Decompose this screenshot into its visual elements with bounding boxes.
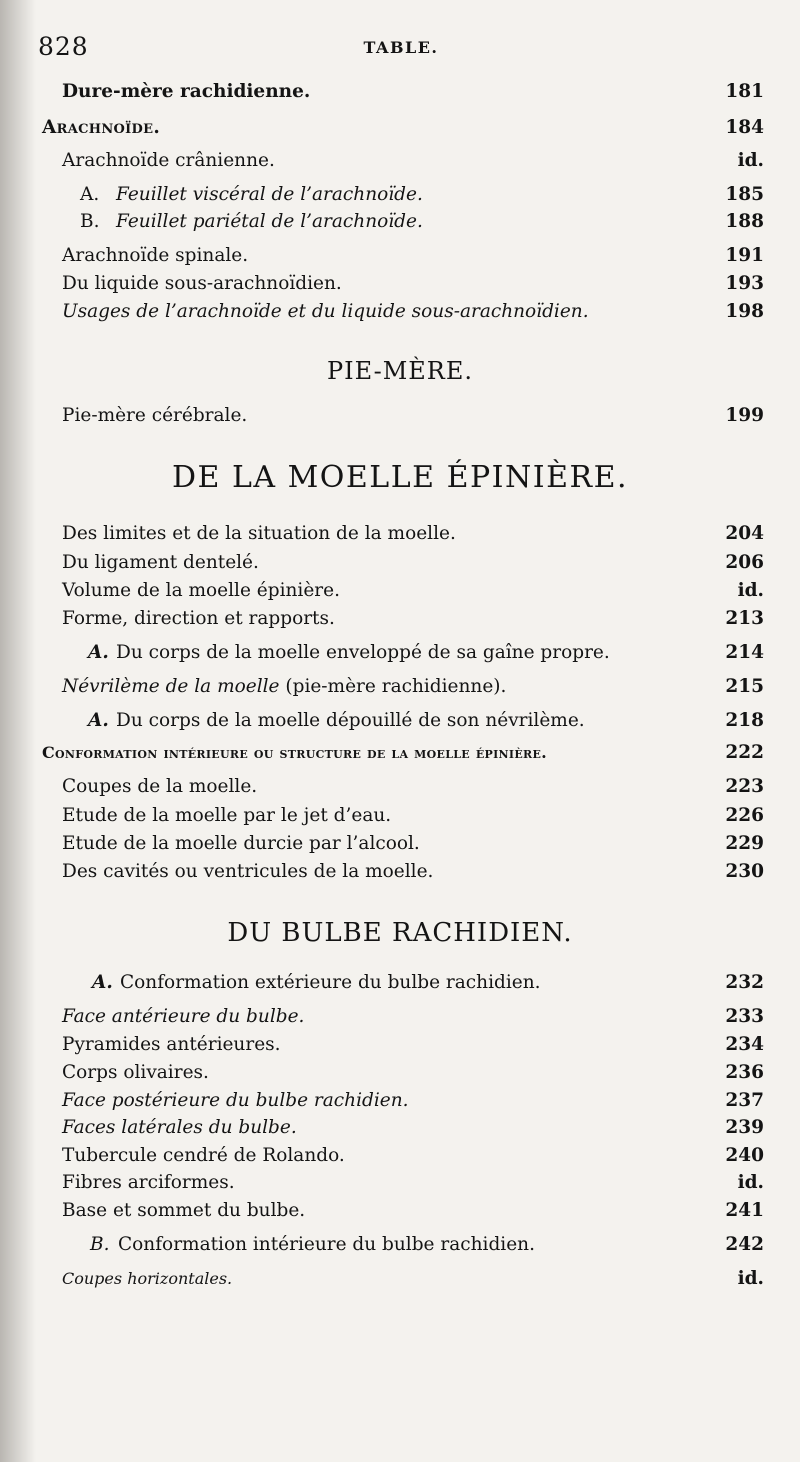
toc-entry-page: id. <box>737 580 764 601</box>
toc-entry-marker: A. <box>88 642 109 663</box>
toc-entry-title: Volume de la moelle épinière. <box>62 580 340 601</box>
toc-entry <box>0 76 764 108</box>
toc-entry-title: Etude de la moelle par le jet d’eau. <box>62 805 392 826</box>
toc-entry-page: id. <box>737 150 764 171</box>
toc-entry-title: Des limites et de la situation de la moelle. <box>62 523 456 544</box>
toc-entry <box>0 1229 764 1261</box>
toc-entry-page: 230 <box>725 861 764 882</box>
toc-entry-suffix: (pie-mère rachidienne). <box>279 676 507 697</box>
toc-entry-page: 181 <box>725 81 764 102</box>
toc-entry-title: Forme, direction et rapports. <box>62 608 335 629</box>
section-heading: DU BULBE RACHIDIEN. <box>227 918 573 948</box>
toc-entry-page: 204 <box>725 523 764 544</box>
toc-entry <box>0 637 764 669</box>
toc-entry <box>0 603 764 635</box>
toc-entry-title: Feuillet viscéral de l’arachnoïde. <box>116 184 423 205</box>
toc-entry <box>0 206 764 238</box>
toc-entry-title: Usages de l’arachnoïde et du liquide sous-arachnoïdien. <box>62 301 589 322</box>
toc-entry-page: 237 <box>725 1090 764 1111</box>
toc-entry-title: Du corps de la moelle enveloppé de sa gaîne propre. <box>116 642 610 663</box>
toc-entry-page: 240 <box>725 1145 764 1166</box>
toc-entry-marker: A. <box>80 184 100 205</box>
toc-entry-title: Pyramides antérieures. <box>62 1034 281 1055</box>
toc-entry-title: Conformation intérieure ou structure de la moelle épinière. <box>42 743 548 762</box>
toc-entry <box>0 705 764 737</box>
toc-entry <box>0 518 764 550</box>
toc-entry-title: Du ligament dentelé. <box>62 552 259 573</box>
toc-entry-page: 241 <box>725 1200 764 1221</box>
toc-entry-title: Etude de la moelle durcie par l’alcool. <box>62 833 420 854</box>
toc-entry-marker: B. <box>80 211 100 232</box>
toc-entry-title: Faces latérales du bulbe. <box>62 1117 297 1138</box>
toc-entry-page: 215 <box>725 676 764 697</box>
toc-entry-page: 242 <box>725 1234 764 1255</box>
toc-entry-page: 223 <box>725 776 764 797</box>
toc-entry <box>0 771 764 803</box>
toc-entry-title: Conformation extérieure du bulbe rachidien. <box>120 972 541 993</box>
toc-entry-page: 185 <box>725 184 764 205</box>
section-heading: DE LA MOELLE ÉPINIÈRE. <box>171 460 629 495</box>
toc-entry <box>0 145 764 177</box>
toc-entry-page: 233 <box>725 1006 764 1027</box>
toc-entry-title: Fibres arciformes. <box>62 1172 235 1193</box>
toc-entry-title: Corps olivaires. <box>62 1062 209 1083</box>
toc-entry-title: Du liquide sous-arachnoïdien. <box>62 273 342 294</box>
toc-entry <box>0 856 764 888</box>
toc-entry-title: Névrilème de la moelle <box>62 676 280 697</box>
toc-entry-page: 198 <box>725 301 764 322</box>
toc-entry-title: Coupes de la moelle. <box>62 776 258 797</box>
page-number: 828 <box>38 32 89 61</box>
page-header <box>38 32 764 68</box>
toc-entry-page: 191 <box>725 245 764 266</box>
toc-entry-page: 218 <box>725 710 764 731</box>
toc-entry <box>0 112 764 144</box>
toc-entry-page: 199 <box>725 405 764 426</box>
toc-entry-page: 193 <box>725 273 764 294</box>
toc-entry-page: 188 <box>725 211 764 232</box>
toc-entry-title: Arachnoïde. <box>42 117 161 138</box>
toc-entry-marker: A. <box>92 972 113 993</box>
toc-entry-page: 206 <box>725 552 764 573</box>
toc-entry-page: 213 <box>725 608 764 629</box>
section-heading: PIE-MÈRE. <box>326 357 473 385</box>
toc-entry-page: 184 <box>725 117 764 138</box>
toc-entry <box>0 296 764 328</box>
toc-entry-title: Feuillet pariétal de l’arachnoïde. <box>116 211 423 232</box>
toc-entry <box>0 400 764 432</box>
toc-entry <box>0 1263 764 1295</box>
toc-entry-title: Face postérieure du bulbe rachidien. <box>62 1090 409 1111</box>
running-head: TABLE. <box>363 38 439 57</box>
toc-entry-page: 229 <box>725 833 764 854</box>
toc-entry <box>0 967 764 999</box>
toc-entry-marker: B. <box>90 1234 110 1255</box>
toc-entry-title: Arachnoïde crânienne. <box>62 150 275 171</box>
toc-entry-title: Tubercule cendré de Rolando. <box>62 1145 345 1166</box>
toc-entry-page: 222 <box>725 742 764 763</box>
toc-entry-title: Face antérieure du bulbe. <box>62 1006 305 1027</box>
toc-entry-page: id. <box>737 1268 764 1289</box>
toc-entry-title: Des cavités ou ventricules de la moelle. <box>62 861 434 882</box>
toc-entry <box>0 737 764 769</box>
toc-entry-page: 214 <box>725 642 764 663</box>
toc-entry-page: 236 <box>725 1062 764 1083</box>
toc-entry-page: 232 <box>725 972 764 993</box>
toc-entry <box>0 1195 764 1227</box>
toc-entry-title: Conformation intérieure du bulbe rachidien. <box>118 1234 535 1255</box>
toc-entry-page: 234 <box>725 1034 764 1055</box>
toc-entry-title: Base et sommet du bulbe. <box>62 1200 306 1221</box>
toc-entry-page: 226 <box>725 805 764 826</box>
toc-entry-page: id. <box>737 1172 764 1193</box>
toc-entry-title: Pie-mère cérébrale. <box>62 405 248 426</box>
toc-entry-page: 239 <box>725 1117 764 1138</box>
toc-entry-title: Arachnoïde spinale. <box>62 245 249 266</box>
toc-entry <box>0 671 764 703</box>
toc-entry-title: Coupes horizontales. <box>62 1269 233 1288</box>
toc-entry-title: Du corps de la moelle dépouillé de son névrilème. <box>116 710 585 731</box>
toc-entry-marker: A. <box>88 710 109 731</box>
toc-entry-title: Dure-mère rachidienne. <box>62 81 311 102</box>
